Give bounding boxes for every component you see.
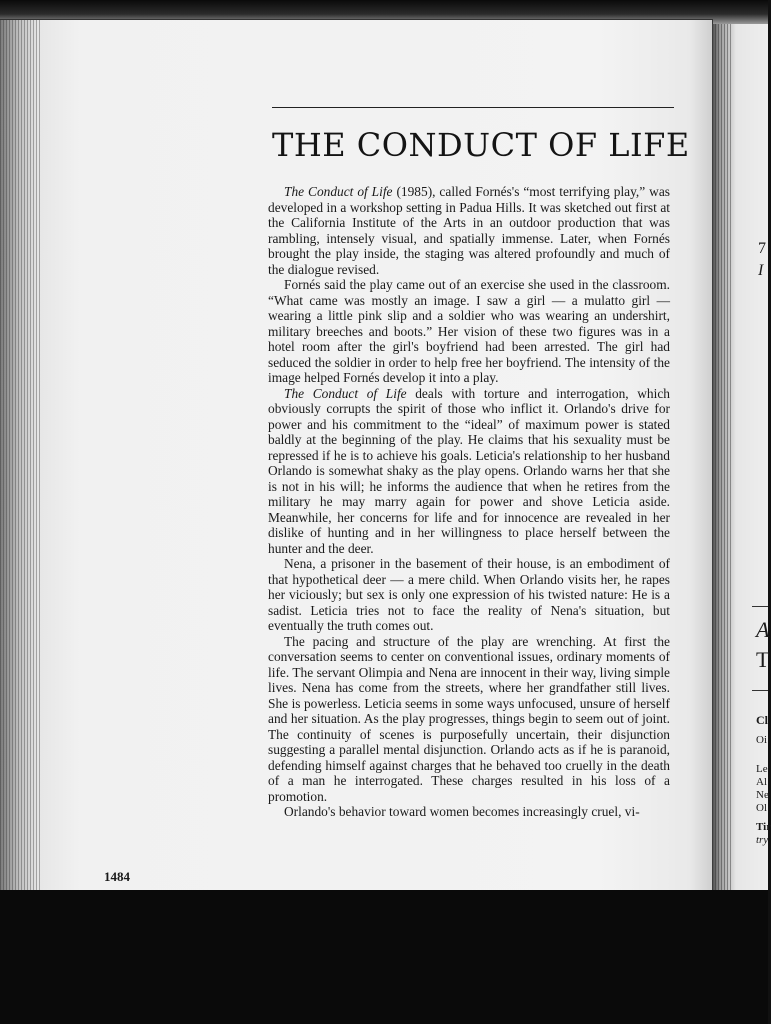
- facing-fragment: Cl: [756, 713, 768, 727]
- facing-rule: [752, 690, 768, 691]
- facing-fragment: Oi: [756, 734, 767, 746]
- facing-fragment: I: [758, 262, 764, 279]
- play-title-italic: The Conduct of Life: [284, 184, 393, 199]
- paragraph-text: Orlando's behavior toward women becomes increasingly cruel, vi-: [284, 804, 640, 819]
- paragraph-2: [268, 277, 670, 386]
- paragraph-3: [268, 386, 670, 557]
- paragraph-5: [268, 634, 670, 805]
- paragraph-text: Nena, a prisoner in the basement of their house, is an embodiment of that hypothetical deer — a mere child. When Orlando visits her, he rapes her viciously; but sex is only one expression of his twisted nature: He is a sadist. Leticia tries not to face the reality of Nena's situation, but eventually the truth comes out.: [268, 556, 670, 633]
- facing-fragment: A: [756, 617, 770, 642]
- paragraph-text: (1985), called Fornés's “most terrifying play,” was developed in a workshop setting in Padua Hills. It was sketched out first at the California Institute of the Arts in an outdoor production that was rambling, intensely visual, and spatially immense. Later, when Fornés brought the play inside, the staging was altered profoundly and much of the dialogue revised.: [268, 184, 670, 277]
- title-rule: [272, 107, 674, 108]
- page-number: 1484: [104, 869, 130, 884]
- facing-fragment: Tir: [756, 821, 771, 833]
- play-title-italic: The Conduct of Life: [284, 385, 407, 401]
- paragraph-text: The pacing and structure of the play are wrenching. At first the conversation seems to center on conventional issues, ordinary moments of life. The servant Olimpia and Nena are innocent in their way, living simple lives. Nena has come from the streets, where her grandfather still lives. She is powerless. Leticia seems in some ways unfocused, unsure of herself and her situation. As the play progresses, things begin to seem out of joint. The continuity of scenes is purposefully uncertain, their disjunction suggesting a parallel mental disjunction. Orlando acts as if he is paranoid, defending himself against charges that he behaved too cruelly in the death of a man he interrogated. These charges resulted in his loss of a promotion.: [268, 633, 670, 804]
- facing-page-edge: [712, 24, 771, 896]
- facing-fragment: 7: [758, 240, 766, 257]
- facing-fragment: T: [756, 647, 770, 672]
- page-title: THE CONDUCT OF LIFE: [272, 126, 690, 164]
- facing-fragment: Al: [756, 776, 767, 788]
- facing-fragment: try: [756, 834, 769, 846]
- facing-fragment: Ne: [756, 789, 769, 801]
- facing-fragment: Le: [756, 763, 768, 775]
- paragraph-4: [268, 556, 670, 634]
- paragraph-text: deals with torture and interrogation, which obviously corrupts the spirit of those who inflict it. Orlando's drive for power and his commitment to the “ideal” of maximum power is stated baldly at the beginning of the play. He claims that his sexuality must be repressed if he is to achieve his goals. Leticia's relationship to her husband Orlando is somewhat shaky as the play opens. Orlando warns her that she is not in his will; he informs the audience that when he retires from the military he may marry again for power and shove Leticia aside. Meanwhile, her concerns for life and for innocence are revealed in her dislike of hunting and in her willingness to place herself between the hunter and the deer.: [268, 385, 670, 556]
- paragraph-text: Fornés said the play came out of an exercise she used in the classroom. “What came was mostly an image. I saw a girl — a mulatto girl — wearing a little pink slip and a soldier who was wearing an undershirt, military breeches and boots.” Her vision of these two figures was in a hotel room after the girl's boyfriend had been arrested. The girl had seduced the soldier in order to help free her boyfriend. The intensity of the image helped Fornés develop it into a play.: [268, 277, 670, 385]
- facing-rule: [752, 606, 768, 607]
- paragraph-1: [268, 184, 670, 277]
- facing-fragment: Ol: [756, 802, 767, 814]
- scan-bottom-background: [0, 890, 768, 1024]
- body-text: [268, 184, 670, 820]
- paragraph-6: [268, 804, 670, 820]
